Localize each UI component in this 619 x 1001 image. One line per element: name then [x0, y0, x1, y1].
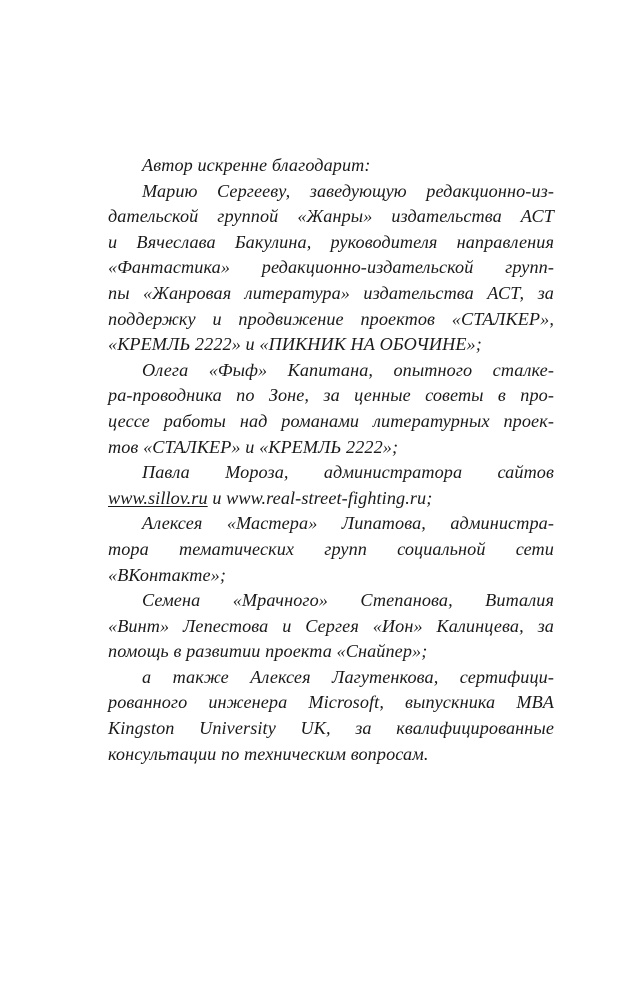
ack-line: рованного инженера Microsoft, выпускника MBA — [108, 692, 554, 713]
ack-line: Павла Мороза, администратора сайтов — [142, 462, 554, 483]
ack-paragraph-sergeeva-bakulin — [108, 179, 554, 358]
ack-paragraph-lagutenkov — [108, 665, 554, 767]
ack-line: «Фантастика» редакционно-издательской групп- — [108, 257, 554, 278]
ack-paragraph-kapitan — [108, 358, 554, 460]
ack-line: консультации по техническим вопросам. — [108, 743, 429, 764]
ack-line: а также Алексея Лагутенкова, сертифици- — [142, 666, 554, 687]
ack-line: Kingston University UK, за квалифицированные — [108, 718, 554, 739]
ack-line: Марию Сергееву, заведующую редакционно-из- — [142, 180, 554, 201]
ack-line: Семена «Мрачного» Степанова, Виталия — [142, 590, 554, 611]
ack-line: Алексея «Мастера» Липатова, администра- — [142, 513, 554, 534]
ack-line: тора тематических групп социальной сети — [108, 538, 554, 559]
acknowledgements-text — [108, 153, 554, 767]
ack-intro: Автор искренне благодарит: — [142, 155, 371, 175]
ack-line: цессе работы над романами литературных проек- — [108, 410, 554, 431]
ack-line: тов «СТАЛКЕР» и «КРЕМЛЬ 2222»; — [108, 436, 399, 457]
ack-line: пы «Жанровая литература» издательства АСТ, за — [108, 282, 554, 303]
ack-line: Олега «Фыф» Капитана, опытного сталке- — [142, 359, 554, 380]
real-street-fighting-link: www.real-street-fighting.ru; — [226, 487, 433, 508]
ack-line: «Винт» Лепестова и Сергея «Ион» Калинцева, за — [108, 615, 554, 636]
ack-paragraph-moroz — [108, 460, 554, 511]
ack-paragraph-lipatov — [108, 511, 554, 588]
ack-line: «ВКонтакте»; — [108, 564, 226, 585]
ack-line: помощь в развитии проекта «Снайпер»; — [108, 641, 428, 662]
ack-line: поддержку и продвижение проектов «СТАЛКЕР», — [108, 308, 554, 329]
ack-line — [108, 486, 554, 512]
ack-line: ра-проводника по Зоне, за ценные советы в про- — [108, 385, 554, 406]
ack-joiner: и — [207, 487, 227, 508]
sillov-link[interactable]: www.sillov.ru — [108, 487, 208, 508]
ack-line: «КРЕМЛЬ 2222» и «ПИКНИК НА ОБОЧИНЕ»; — [108, 334, 482, 355]
ack-line: дательской группой «Жанры» издательства АСТ — [108, 206, 554, 227]
ack-line: и Вячеслава Бакулина, руководителя направления — [108, 231, 554, 252]
ack-paragraph-stepanov — [108, 588, 554, 665]
